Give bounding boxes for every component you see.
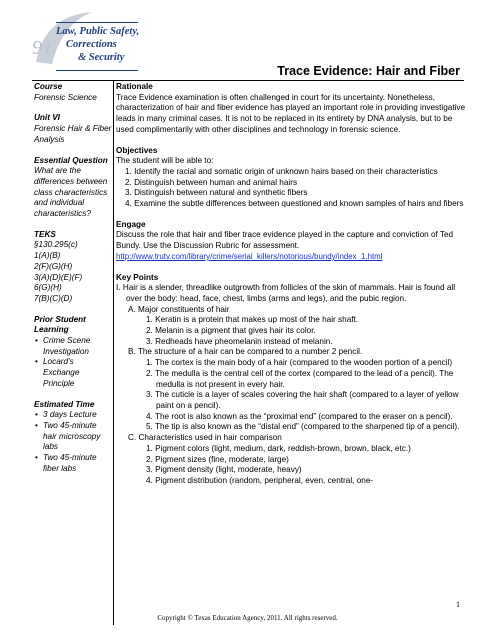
key-point-B-item: 4. The root is also known as the “proximal end” (compared to the eraser on a pencil). [146,411,453,421]
key-point-B: B. The structure of a hair can be compared to a number 2 pencil. [128,347,363,357]
estimated-time-item: • 3 days Lecture [34,410,112,421]
teks-line: 6(G)(H) [34,283,62,293]
teks-line: 1(A)(B) [34,251,61,261]
engage-text: Discuss the role that hair and fiber trace evidence played in the capture and conviction of Ted Bundy. Use the Discussion Rubric for assessment. [116,230,454,251]
logo-line2: Corrections [66,39,117,50]
objective-item: 4. Examine the subtle differences between questioned and known samples of hairs and fibers [125,199,464,209]
main-content [116,82,466,487]
svg-text:9: 9 [32,37,42,59]
estimated-time-heading: Estimated Time [34,399,95,409]
key-point-C: C. Characteristics used in hair comparison [128,433,282,443]
svg-text:1: 1 [44,43,51,58]
key-points-heading: Key Points [116,272,159,282]
key-point-B-item: 1. The cortex is the main body of a hair (compared to the wooden portion of a pencil) [146,358,453,368]
objectives-intro: The student will be able to: [116,156,214,166]
key-point-A-item: 1. Keratin is a protein that makes up most of the hair shaft. [146,315,359,325]
page-title: Trace Evidence: Hair and Fiber [277,64,460,78]
key-point-C-item: 3. Pigment density (light, moderate, heavy) [146,465,302,475]
page-number: 1 [456,600,460,609]
teks-line: 3(A)(D)(E)(F) [34,272,83,282]
key-point-A-item: 2. Melanin is a pigment that gives hair its color. [146,326,316,336]
objective-item: 2. Distinguish between human and animal hairs [125,177,298,187]
key-point-C-item: 1. Pigment colors (light, medium, dark, reddish-brown, brown, black, etc.) [146,443,411,453]
estimated-time-item: • Two 45-minute hair microscopy labs [34,421,112,453]
key-point-B-item: 5. The tip is also known as the “distal end” (compared to the sharpened tip of a pencil). [146,422,460,432]
rationale-heading: Rationale [116,82,153,91]
unit-value: Forensic Hair & Fiber Analysis [34,124,112,144]
rationale-text: Trace Evidence examination is often challenged in court for its uncertainty. Nonetheless, characterization of hair and fiber evidence has played an important role in providing investigative leads in many criminal cases. It is not to be replaced in its entirety by DNA analysis, but to be used complimentarily with other disciplines and technology in forensic science. [116,92,466,134]
prior-learning-item: • Locard's Exchange Principle [34,357,112,389]
key-point-A-item: 3. Redheads have pheomelanin instead of melanin. [146,336,333,346]
objective-item: 1. Identify the racial and somatic origin of unknown hairs based on their characteristics [125,166,438,176]
bundy-link[interactable]: http://www.trutv.com/library/crime/serial_killers/notorious/bundy/index_1.html [116,251,383,261]
objectives-heading: Objectives [116,145,158,155]
sidebar [34,82,112,475]
teks-line: 7(B)(C)(D) [34,293,73,303]
key-point-I: I. Hair is a slender, threadlike outgrowth from follicles of the skin of mammals. Hair is found all over the body: head, face, chest, limbs (arms and legs), and the pubic region. [116,283,456,303]
engage-heading: Engage [116,219,146,229]
prior-learning-item: • Crime Scene Investigation [34,336,112,357]
course-value: Forensic Science [34,92,97,102]
header-divider [32,80,464,81]
teks-heading: TEKS [34,229,56,239]
key-point-B-item: 2. The medulla is the central cell of the cortex (compared to the lead of a pencil). The medulla is not present in every hair. [146,368,454,389]
logo-line1: Law, Public Safety, [56,26,140,37]
key-point-A: A. Major constituents of hair [128,304,230,314]
key-point-B-item: 3. The cuticle is a layer of scales covering the hair shaft (compared to a layer of yellow paint on a pencil). [146,390,459,410]
teks-line: 2(F)(G)(H) [34,261,73,271]
essential-question-text: What are the differences between class characteristics and individual characteristics? [34,166,108,219]
course-heading: Course [34,82,63,91]
unit-heading: Unit VI [34,113,60,123]
essential-question-heading: Essential Question [34,155,108,165]
objective-item: 3. Distinguish between natural and synthetic fibers [125,188,308,198]
column-divider [113,80,114,625]
logo-line3: & Security [78,52,125,63]
teks-line: §130.295(c) [34,240,78,250]
key-point-C-item: 4. Pigment distribution (random, peripheral, even, central, one- [146,475,374,485]
estimated-time-item: • Two 45-minute fiber labs [34,453,112,474]
prior-learning-heading: Prior Student Learning [34,314,86,335]
logo [22,6,140,78]
copyright-footer: Copyright © Texas Education Agency, 2011. All rights reserved. [157,614,338,622]
key-point-C-item: 2. Pigment sizes (fine, moderate, large) [146,454,289,464]
